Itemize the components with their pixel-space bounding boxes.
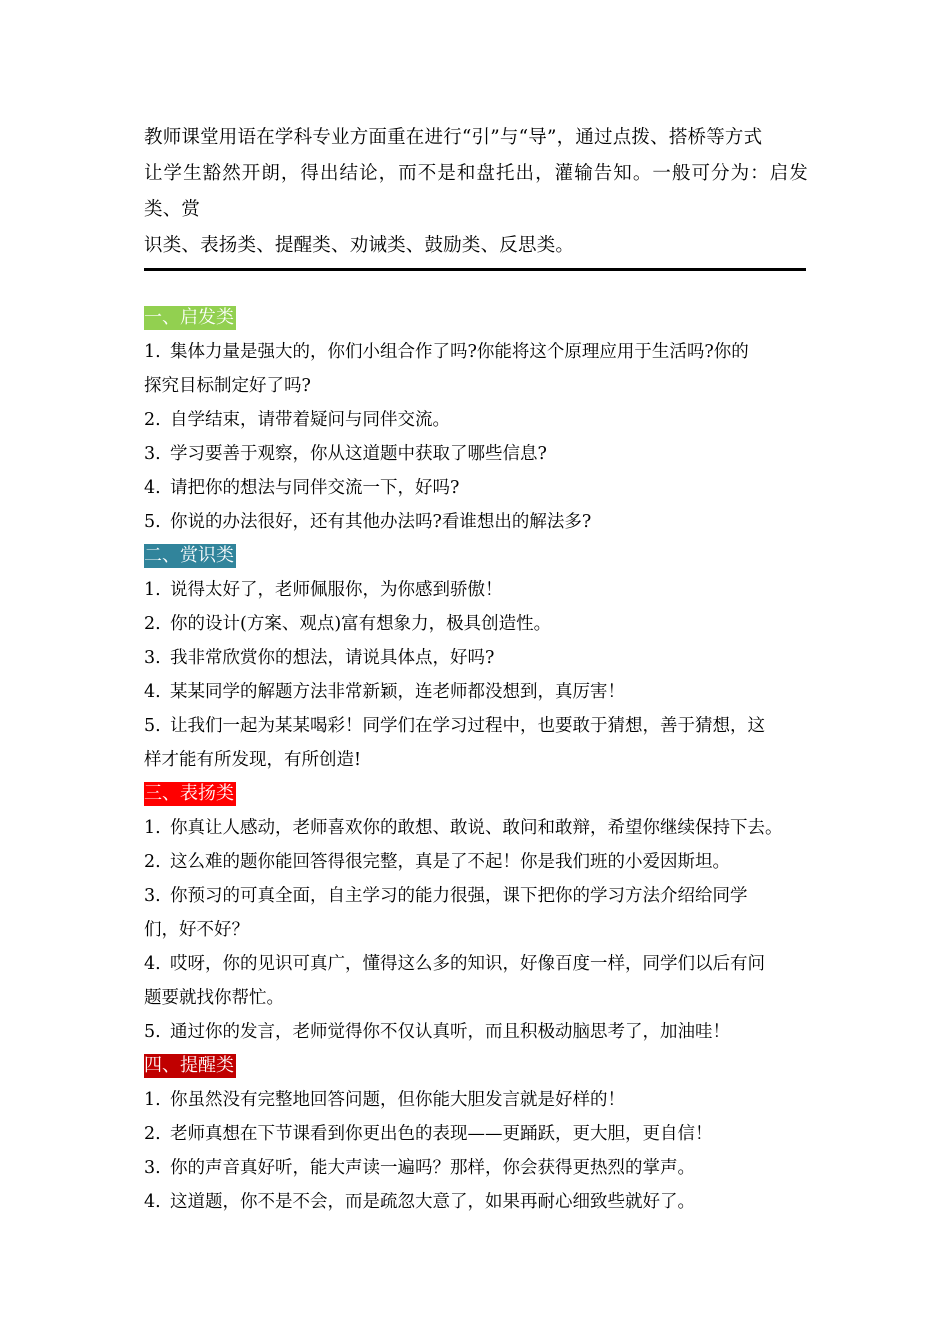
list-item-text: 学习要善于观察，你从这道题中获取了哪些信息? [170,444,547,464]
list-item-text: 自学结束，请带着疑问与同伴交流。 [170,410,450,430]
list-item-number: 2. [144,614,161,634]
list-item-line [144,437,808,471]
section-heading: 一、启发类 [144,307,234,328]
list-item-text: 你的设计(方案、观点)富有想象力，极具创造性。 [170,614,552,634]
list-item-text: 你的声音真好听，能大声读一遍吗？那样，你会获得更热烈的掌声。 [170,1158,695,1178]
list-item-number: 5. [144,716,161,736]
list-item-line [144,1151,808,1185]
list-item-number: 1. [144,1090,161,1110]
list-item-number: 4. [144,682,161,702]
list-item-line [144,675,808,709]
list-item-line [144,1117,808,1151]
list-item-line [144,845,808,879]
section-heading: 二、赏识类 [144,545,234,566]
list-item-text: 这道题，你不是不会，而是疏忽大意了，如果再耐心细致些就好了。 [170,1192,695,1212]
list-item-number: 5. [144,512,161,532]
list-item-line [144,1083,808,1117]
list-item-line [144,471,808,505]
section-heading: 三、表扬类 [144,783,234,804]
list-item-text: 说得太好了，老师佩服你，为你感到骄傲！ [170,580,503,600]
list-item-text: 哎呀，你的见识可真广，懂得这么多的知识，好像百度一样，同学们以后有问 [170,954,765,974]
sections-list [144,301,808,1219]
list-item-line [144,913,808,947]
list-item-line [144,1185,808,1219]
intro-line: 教师课堂用语在学科专业方面重在进行“引”与“导”，通过点拨、搭桥等方式 [144,127,763,148]
list-item-line [144,1015,808,1049]
list-item-text: 你说的办法很好，还有其他办法吗?看谁想出的解法多? [170,512,592,532]
list-item-text: 通过你的发言，老师觉得你不仅认真听，而且积极动脑思考了，加油哇！ [170,1022,730,1042]
list-item-number: 3. [144,648,161,668]
list-item-line [144,369,808,403]
list-item-line [144,573,808,607]
section-title-row [144,1049,808,1083]
list-item-number: 3. [144,444,161,464]
list-item-number: 4. [144,1192,161,1212]
list-item-text: 让我们一起为某某喝彩！同学们在学习过程中，也要敢于猜想，善于猜想，这 [170,716,765,736]
document-page [144,120,808,1219]
list-item-text: 集体力量是强大的，你们小组合作了吗?你能将这个原理应用于生活吗?你的 [170,342,749,362]
list-item-text: 探究目标制定好了吗? [144,376,311,396]
list-item-line [144,607,808,641]
horizontal-divider [144,268,806,271]
list-item-text: 你预习的可真全面，自主学习的能力很强，课下把你的学习方法介绍给同学 [170,886,748,906]
list-item-line [144,335,808,369]
section-title-row [144,777,808,811]
list-item-text: 样才能有所发现，有所创造! [144,750,362,770]
list-item-line [144,505,808,539]
list-item-text: 这么难的题你能回答得很完整，真是了不起！你是我们班的小爱因斯坦。 [170,852,730,872]
list-item-line [144,709,808,743]
list-item-number: 1. [144,818,161,838]
list-item-text: 你虽然没有完整地回答问题，但你能大胆发言就是好样的！ [170,1090,625,1110]
intro-line: 识类、表扬类、提醒类、劝诫类、鼓励类、反思类。 [144,235,575,256]
list-item-number: 1. [144,580,161,600]
section-title-row [144,539,808,573]
list-item-text: 请把你的想法与同伴交流一下，好吗? [170,478,460,498]
list-item-number: 4. [144,954,161,974]
section-title-row [144,301,808,335]
section-4 [144,1049,808,1219]
list-item-line [144,641,808,675]
list-item-number: 1. [144,342,161,362]
list-item-line [144,879,808,913]
list-item-line [144,403,808,437]
list-item-text: 题要就找你帮忙。 [144,988,284,1008]
list-item-text: 我非常欣赏你的想法，请说具体点，好吗? [170,648,495,668]
list-item-text: 们，好不好？ [144,920,249,940]
list-item-number: 4. [144,478,161,498]
section-2 [144,539,808,777]
list-item-line [144,981,808,1015]
list-item-line [144,743,808,777]
list-item-number: 5. [144,1022,161,1042]
list-item-number: 3. [144,1158,161,1178]
list-item-line [144,811,808,845]
list-item-text: 某某同学的解题方法非常新颖，连老师都没想到，真厉害！ [170,682,625,702]
section-3 [144,777,808,1049]
intro-line: 让学生豁然开朗，得出结论，而不是和盘托出，灌输告知。一般可分为：启发类、赏 [144,163,808,220]
intro-paragraph [144,120,808,264]
list-item-line [144,947,808,981]
list-item-number: 2. [144,410,161,430]
section-1 [144,301,808,539]
list-item-number: 2. [144,852,161,872]
list-item-text: 老师真想在下节课看到你更出色的表现——更踊跃，更大胆，更自信！ [170,1124,713,1144]
list-item-text: 你真让人感动，老师喜欢你的敢想、敢说、敢问和敢辩，希望你继续保持下去。 [170,818,783,838]
list-item-number: 3. [144,886,161,906]
section-heading: 四、提醒类 [144,1055,234,1076]
list-item-number: 2. [144,1124,161,1144]
